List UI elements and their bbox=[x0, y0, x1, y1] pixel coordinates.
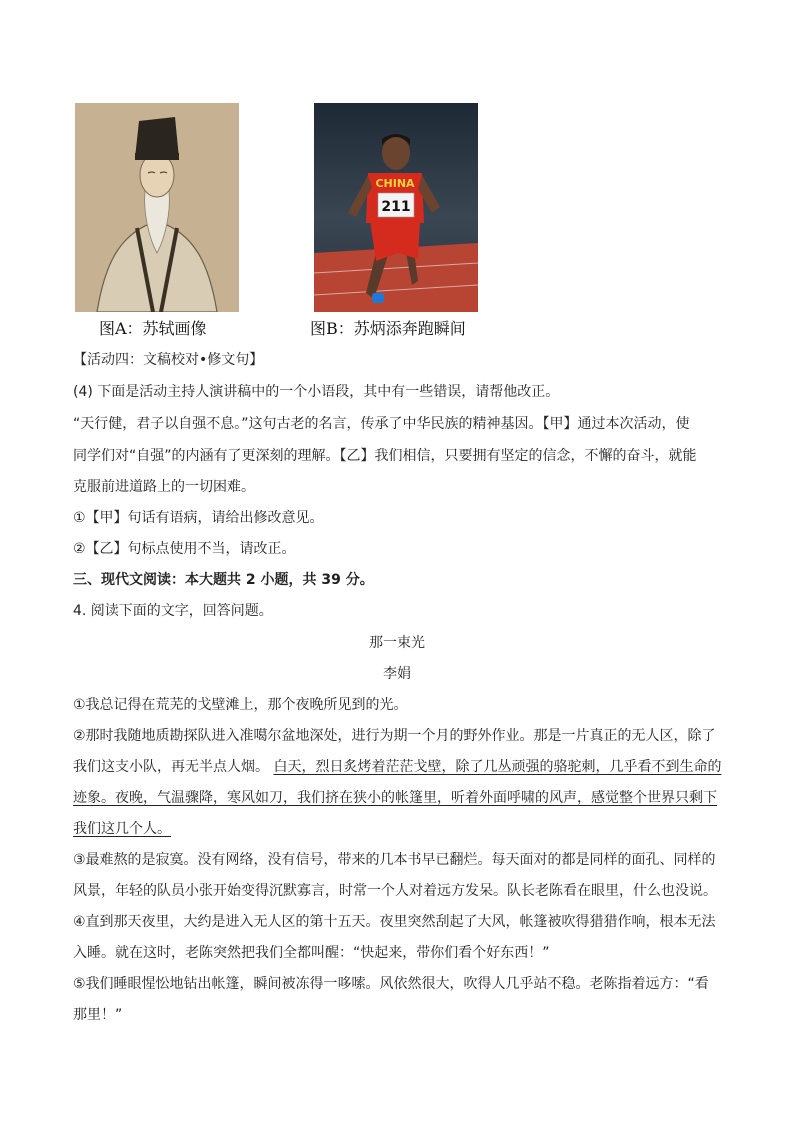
paragraph-3-line-2: 风景，年轻的队员小张开始变得沉默寡言，时常一个人对着远方发呆。队长老陈看在眼里，什么也没说。 bbox=[73, 883, 717, 899]
subquestion-1: ①【甲】句话有语病，请给出修改意见。 bbox=[73, 510, 324, 526]
jersey-text: CHINA bbox=[375, 177, 415, 190]
question-4-reading: 4. 阅读下面的文字，回答问题。 bbox=[73, 603, 273, 619]
underlined-sentence-start: 白天，烈日炙烤着茫茫戈壁，除了几丛顽强的骆驼刺，几乎看不到生命的 bbox=[273, 759, 722, 775]
section-3-heading: 三、现代文阅读：本大题共 2 小题，共 39 分。 bbox=[73, 572, 374, 588]
paragraph-2-line-2-start: 我们这支小队，再无半点人烟。 bbox=[73, 759, 269, 775]
paragraph-2-line-1: ②那时我随地质勘探队进入准噶尔盆地深处，进行为期一个月的野外作业。那是一片真正的无人区，除了 bbox=[73, 728, 716, 744]
paragraph-2-line-2 bbox=[73, 757, 721, 777]
paragraph-2-line-3: 迹象。夜晚，气温骤降，寒风如刀，我们挤在狭小的帐篷里，听着外面呼啸的风声，感觉整个世界只剩下 bbox=[73, 790, 717, 806]
su-bingtian-photo bbox=[314, 103, 478, 312]
figure-a-caption: 图A：苏轼画像 bbox=[99, 319, 207, 338]
question-4-intro: (4) 下面是活动主持人演讲稿中的一个小语段，其中有一些错误，请帮他改正。 bbox=[73, 384, 560, 400]
paragraph-4-line-2: 入睡。就在这时，老陈突然把我们全都叫醒：“快起来，带你们看个好东西！” bbox=[73, 945, 550, 961]
passage-line-3: 克服前进道路上的一切困难。 bbox=[73, 479, 255, 495]
passage-line-2: 同学们对“自强”的内涵有了更深刻的理解。【乙】我们相信，只要拥有坚定的信念，不懈的奋斗，就能 bbox=[73, 448, 697, 464]
activity-heading: 【活动四：文稿校对•修文句】 bbox=[73, 352, 264, 368]
figure-a-image bbox=[75, 103, 239, 312]
paragraph-5-line-2: 那里！” bbox=[73, 1007, 123, 1023]
paragraph-5-line-1: ⑤我们睡眼惺忪地钻出帐篷，瞬间被冻得一哆嗦。风依然很大，吹得人几乎站不稳。老陈指着远方：“看 bbox=[73, 976, 709, 992]
paragraph-4-line-1: ④直到那天夜里，大约是进入无人区的第十五天。夜里突然刮起了大风，帐篷被吹得猎猎作响，根本无法 bbox=[73, 914, 716, 930]
passage-line-1: “天行健，君子以自强不息。”这句古老的名言，传承了中华民族的精神基因。【甲】通过本次活动，使 bbox=[73, 416, 690, 432]
figure-b-caption: 图B：苏炳添奔跑瞬间 bbox=[310, 319, 466, 338]
subquestion-2: ②【乙】句标点使用不当，请改正。 bbox=[73, 541, 296, 557]
figure-b-image bbox=[314, 103, 478, 312]
article-author: 李娟 bbox=[383, 666, 411, 682]
article-title: 那一束光 bbox=[369, 635, 425, 651]
paragraph-1: ①我总记得在荒芜的戈壁滩上，那个夜晚所见到的光。 bbox=[73, 697, 408, 713]
su-shi-portrait bbox=[75, 103, 239, 312]
bib-number: 211 bbox=[381, 199, 411, 215]
paragraph-3-line-1: ③最难熬的是寂寞。没有网络，没有信号，带来的几本书早已翻烂。每天面对的都是同样的面孔、同样的 bbox=[73, 852, 716, 868]
paragraph-2-line-4: 我们这几个人。 bbox=[73, 821, 171, 837]
